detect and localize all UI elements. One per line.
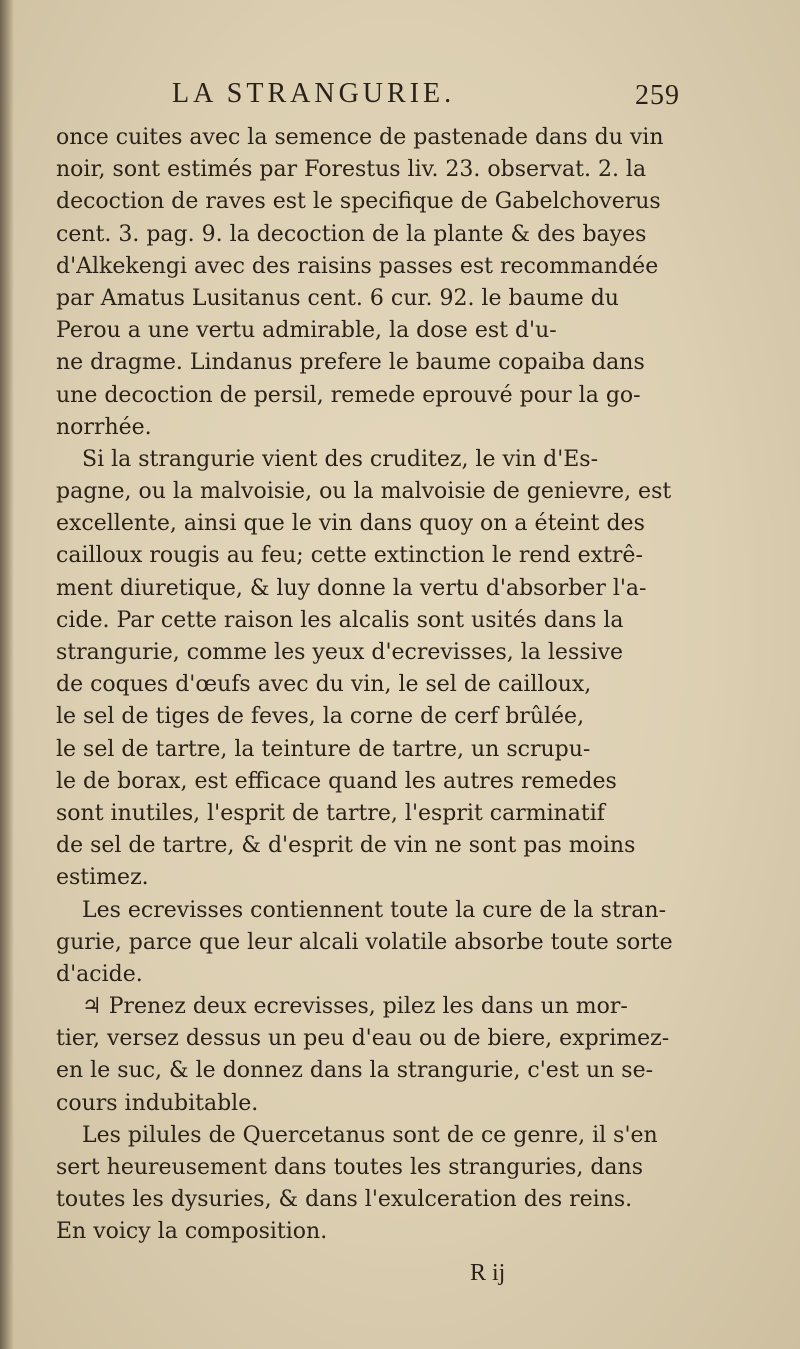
page-header <box>56 78 686 122</box>
text-line: norrhée. <box>56 414 152 440</box>
text-line: tier, versez dessus un peu d'eau ou de biere, exprimez- <box>56 1026 670 1052</box>
text-line: de sel de tartre, & d'esprit de vin ne sont pas moins <box>56 833 636 859</box>
text-line: excellente, ainsi que le vin dans quoy on a éteint des <box>56 511 645 537</box>
page-number: 259 <box>635 80 680 111</box>
text-line: ment diuretique, & luy donne la vertu d'absorber l'a- <box>56 575 647 601</box>
text-line: decoction de raves est le specifique de Gabelchoverus <box>56 189 661 215</box>
text-line: En voicy la composition. <box>56 1219 328 1245</box>
text-line: sert heureusement dans toutes les stranguries, dans <box>56 1155 643 1180</box>
text-line: Si la strangurie vient des cruditez, le vin d'Es- <box>82 446 599 472</box>
text-line: pagne, ou la malvoisie, ou la malvoisie de genievre, est <box>56 479 672 505</box>
text-line: cailloux rougis au feu; cette extinction le rend extrê- <box>56 543 643 569</box>
text-line: d'acide. <box>56 961 143 987</box>
text-line: le sel de tartre, la teinture de tartre, un scrupu- <box>56 736 591 762</box>
text-line: en le suc, & le donnez dans la strangurie, c'est un se- <box>56 1058 654 1084</box>
text-line: estimez. <box>56 865 149 891</box>
page-spine-shadow <box>0 0 14 1349</box>
text-line: Perou a une vertu admirable, la dose est d'u- <box>56 318 557 344</box>
text-line: gurie, parce que leur alcali volatile absorbe toute sorte <box>56 929 673 955</box>
text-line: once cuites avec la semence de pastenade dans du vin <box>56 125 664 150</box>
text-block <box>56 78 686 1293</box>
text-line: toutes les dysuries, & dans l'exulceration des reins. <box>56 1187 633 1213</box>
text-line: de coques d'œufs avec du vin, le sel de cailloux, <box>56 672 592 698</box>
text-line: cide. Par cette raison les alcalis sont usités dans la <box>56 607 624 633</box>
text-line: d'Alkekengi avec des raisins passes est recommandée <box>56 253 659 279</box>
text-line: le de borax, est efficace quand les autres remedes <box>56 768 617 794</box>
text-line: le sel de tiges de feves, la corne de cerf brûlée, <box>56 704 585 730</box>
text-line: ♃ Prenez deux ecrevisses, pilez les dans un mor- <box>82 994 628 1020</box>
text-line: une decoction de persil, remede eprouvé pour la go- <box>56 382 641 408</box>
text-line: Les ecrevisses contiennent toute la cure de la stran- <box>82 897 667 923</box>
text-line: noir, sont estimés par Forestus liv. 23. observat. 2. la <box>56 157 647 183</box>
text-line: cent. 3. pag. 9. la decoction de la plante & des bayes <box>56 221 647 247</box>
text-line: Les pilules de Quercetanus sont de ce genre, il s'en <box>82 1122 658 1148</box>
running-title: LA STRANGURIE. <box>172 78 456 109</box>
text-line: par Amatus Lusitanus cent. 6 cur. 92. le baume du <box>56 285 619 311</box>
signature-mark: R ij <box>470 1259 506 1286</box>
text-line: cours indubitable. <box>56 1090 259 1116</box>
text-line: sont inutiles, l'esprit de tartre, l'esprit carminatif <box>56 800 605 826</box>
text-line: ne dragme. Lindanus prefere le baume copaiba dans <box>56 350 645 376</box>
text-line: strangurie, comme les yeux d'ecrevisses, la lessive <box>56 640 624 665</box>
